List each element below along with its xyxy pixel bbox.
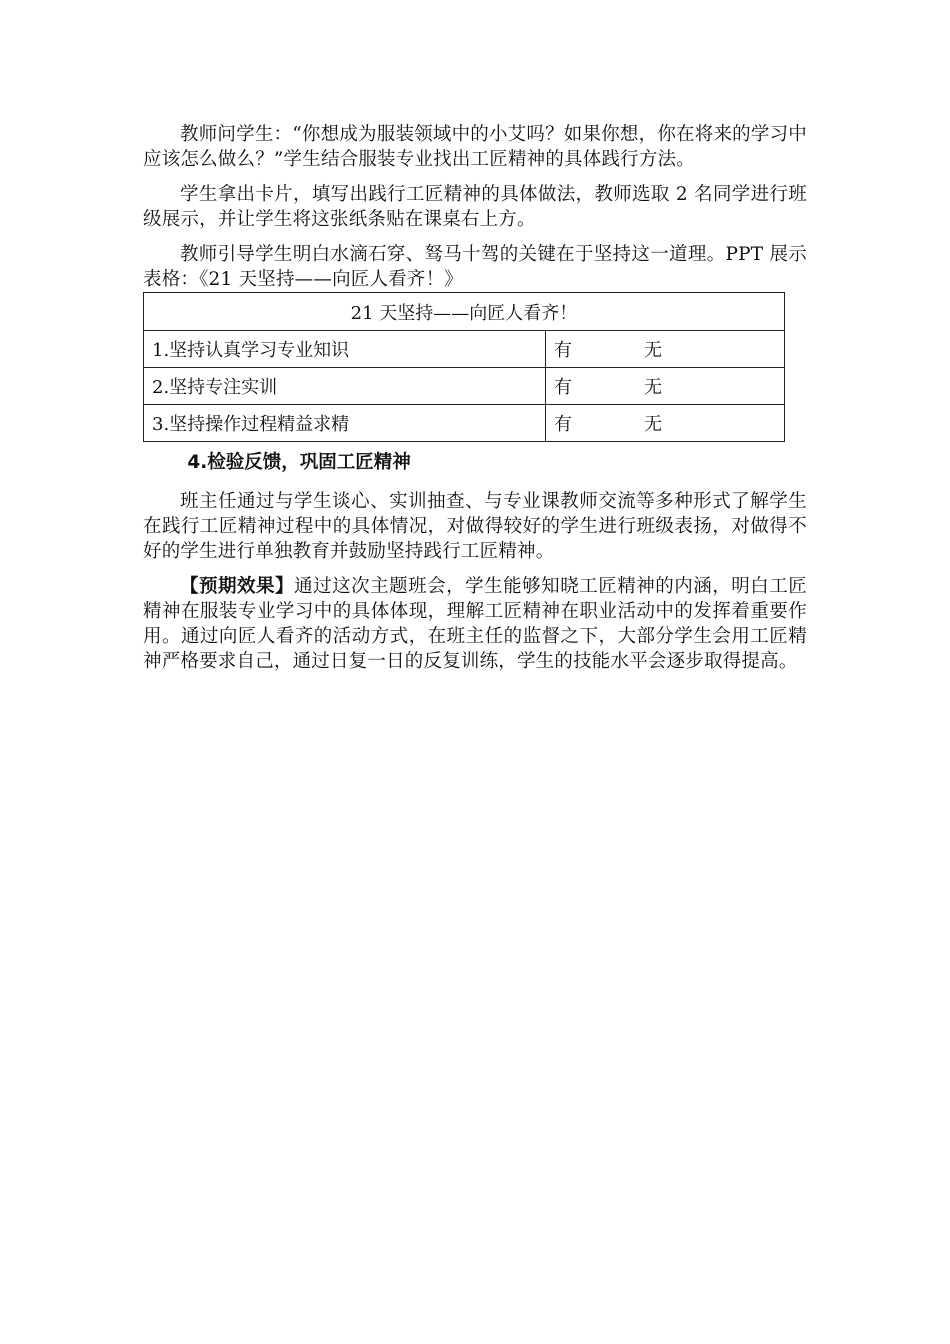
table-item-cell: 2.坚持专注实训: [144, 368, 546, 405]
table-option-cell: [546, 405, 785, 442]
paragraph-expected-effect: [143, 574, 807, 674]
table-item-cell: 3.坚持操作过程精益求精: [144, 405, 546, 442]
option-yes: 有: [554, 414, 572, 435]
option-yes: 有: [554, 340, 572, 361]
paragraph-student-card: 学生拿出卡片，填写出践行工匠精神的具体做法，教师选取 2 名同学进行班级展示，并让学生将这张纸条贴在课桌右上方。: [143, 184, 807, 230]
paragraph-feedback: 班主任通过与学生谈心、实训抽查、与专业课教师交流等多种形式了解学生在践行工匠精神过程中的具体情况，对做得较好的学生进行班级表扬，对做得不好的学生进行单独教育并鼓励坚持践行工匠精神。: [143, 491, 807, 562]
document-page: [143, 122, 807, 684]
option-no: 无: [644, 340, 662, 361]
table-row: [144, 331, 785, 368]
table-item-cell: 1.坚持认真学习专业知识: [144, 331, 546, 368]
table-option-cell: [546, 368, 785, 405]
option-no: 无: [644, 377, 662, 398]
expected-effect-label: 【预期效果】: [180, 576, 295, 597]
table-option-cell: [546, 331, 785, 368]
paragraph-teacher-guide: 教师引导学生明白水滴石穿、驽马十驾的关键在于坚持这一道理。PPT 展示表格：《21 天坚持——向匠人看齐！》: [143, 244, 807, 290]
persistence-table: [143, 292, 785, 442]
option-no: 无: [644, 414, 662, 435]
expected-effect-text: 通过这次主题班会，学生能够知晓工匠精神的内涵，明白工匠精神在服装专业学习中的具体体现，理解工匠精神在职业活动中的发挥着重要作用。通过向匠人看齐的活动方式，在班主任的监督之下，大部分学生会用工匠精神严格要求自己，通过日复一日的反复训练，学生的技能水平会逐步取得提高。: [143, 576, 808, 672]
table-title-row: [144, 293, 785, 331]
option-yes: 有: [554, 377, 572, 398]
paragraph-teacher-question: 教师问学生：“你想成为服装领域中的小艾吗？如果你想，你在将来的学习中应该怎么做么？”学生结合服装专业找出工匠精神的具体践行方法。: [143, 124, 807, 170]
section-heading: 4.检验反馈，巩固工匠精神: [187, 452, 411, 473]
table-row: [144, 368, 785, 405]
table-row: [144, 405, 785, 442]
table-title: 21 天坚持——向匠人看齐！: [144, 293, 785, 331]
